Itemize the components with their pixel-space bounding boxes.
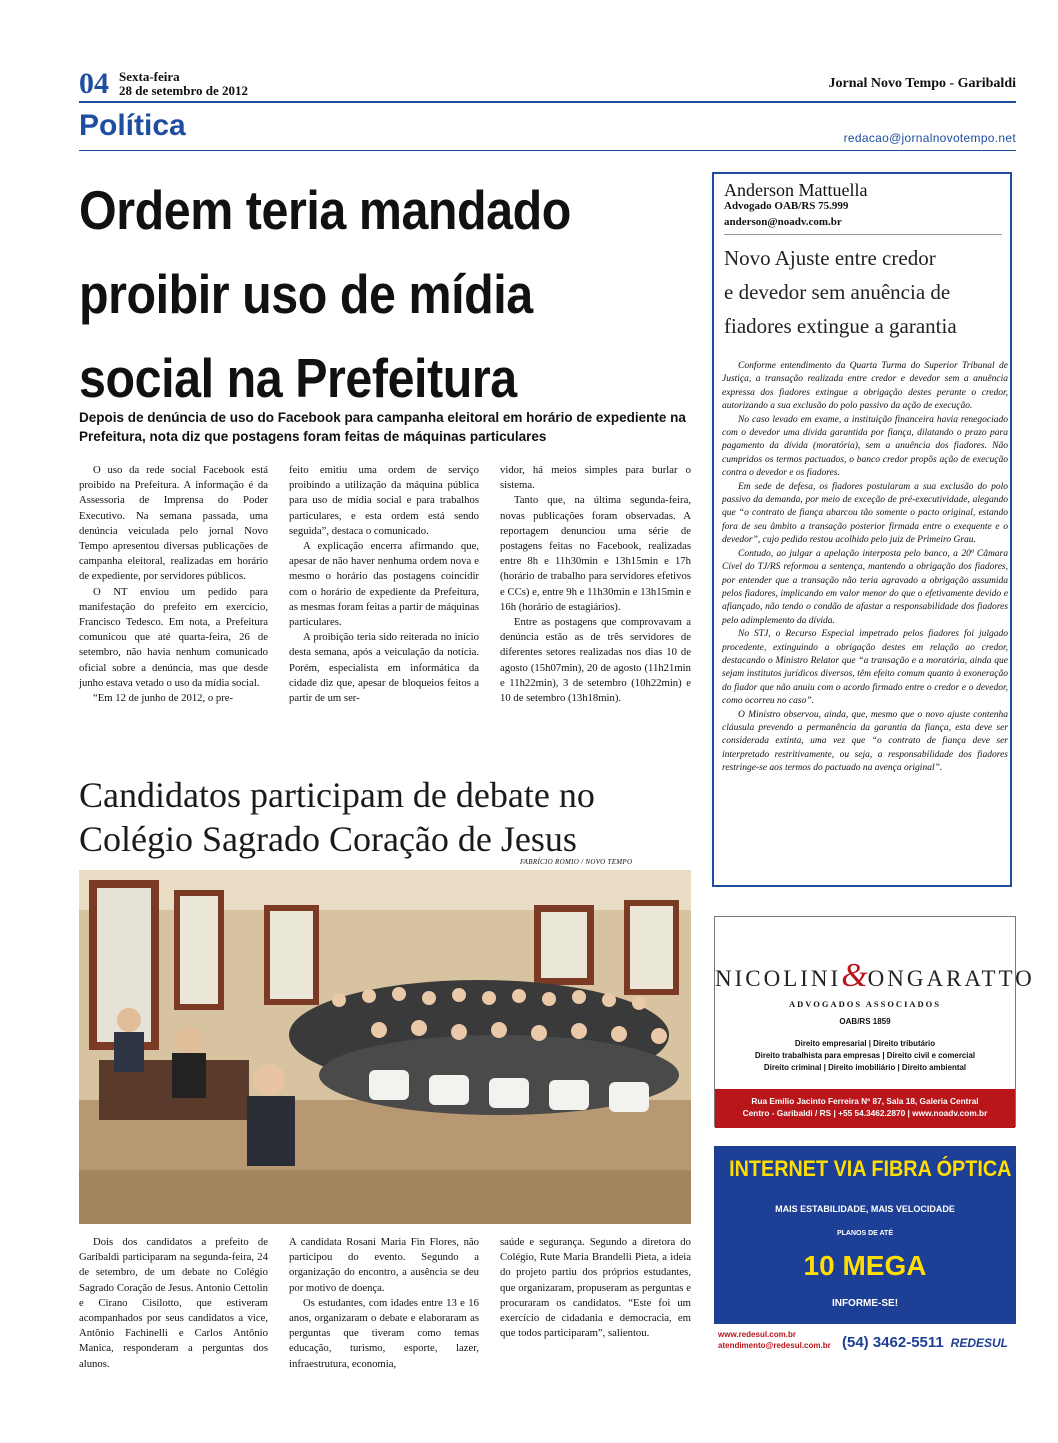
- paragraph: No caso levado em exame, a instituição financeira havia renegociado com o devedor uma dívida garantida por fiança, dilatando o prazo para pagamento da dívida (moratória), sem a anuência dos fiadores. Não cumpridos os termos pactuados, o banco credor propôs ação de execução contra o devedor e os fiadores.: [722, 414, 1008, 479]
- paragraph: vidor, há meios simples para burlar o sistema.: [500, 464, 691, 492]
- paragraph: Dois dos candidatos a prefeito de Garibaldi participaram na segunda-feira, 24 de setembro, de um debate no Colégio Sagrado Coração de Jesus. Antonio Cettolin e Cirano Cisilotto, que estiveram acompanhados por seus candidatos a vice, Antônio Fachinelli e Carlos Antônio Manica, responderam a perguntas dos alunos.: [79, 1236, 268, 1370]
- column-title: [724, 241, 1009, 343]
- headline-line: proibir uso de mídia: [79, 263, 533, 325]
- paragraph: O NT enviou um pedido para manifestação do prefeito em exercício, Francisco Tedesco. Em nota, a Prefeitura comunicou que até quarta-feira, 26 de setembro, não havia nenhum comunicado oficial sobre a denúncia, mas que desde junho estava vetado o uso da mídia social.: [79, 585, 268, 689]
- paragraph: No STJ, o Recurso Especial impetrado pelos fiadores foi julgado procedente, extinguindo a obrigação destes em relação ao credor, destacando o Ministro Relator que “a transação e a moratória, ainda que sejam institutos jurídicos diversos, têm efeito comum quanto à exoneração do fiador que não anuiu com o acordo firmado entre o credor e o devedor, como ocorreu no caso”.: [722, 629, 1008, 707]
- column-body: [722, 360, 1008, 776]
- law-firm-registration: OAB/RS 1859: [839, 1017, 891, 1026]
- law-firm-subtitle: ADVOGADOS ASSOCIADOS: [788, 999, 941, 1009]
- second-story-column-2: [289, 1235, 479, 1372]
- law-firm-services: [727, 1037, 1003, 1073]
- paragraph: “Em 12 de junho de 2012, o pre-: [93, 692, 234, 705]
- debate-photo: [79, 870, 691, 1224]
- paragraph: Conforme entendimento da Quarta Turma do Superior Tribunal de Justiça, a transação realizada entre credor e devedor sem a anuência expressa dos fiadores extingue a obrigação destes perante o credor, autorizando a sua exclusão do polo passivo da ação de execução.: [722, 361, 1008, 412]
- paragraph: Tanto que, na última segunda-feira, novas publicações foram observadas. A reportagem denunciou uma série de postagens feitas no Facebook, realizadas entre 8h e 11h30min e 13h15min e 17h (horário de trabalho para servidores efetivos e CCs) e, entre 9h e 11h30min e 13h15min e 16h (horário de estagiários).: [500, 494, 691, 613]
- second-story-column-3: [500, 1235, 691, 1341]
- headline-line: Ordem teria mandado: [79, 179, 571, 241]
- main-story-column-2: [289, 463, 479, 706]
- isp-tagline: MAIS ESTABILIDADE, MAIS VELOCIDADE: [775, 1204, 955, 1214]
- main-headline: [79, 168, 699, 420]
- services-line: Direito criminal | Direito imobiliário | Direito ambiental: [763, 1062, 967, 1072]
- issue-date: 28 de setembro de 2012: [119, 83, 249, 98]
- logo-name-left: NICOLINI: [715, 966, 842, 991]
- logo-ampersand: &: [841, 957, 868, 994]
- services-line: Direito empresarial | Direito tributário: [794, 1038, 936, 1048]
- logo-name-right: ONGARATTO: [867, 966, 1035, 991]
- paragraph: saúde e segurança. Segundo a diretora do Colégio, Rute Maria Brandelli Pieta, a ideia do projeto partiu dos próprios estudantes, que organizaram, propuseram as perguntas e procuraram os candidatos. “Este foi um exercício de cidadania e democracia, em que todos participaram”, salientou.: [500, 1236, 691, 1340]
- column-author: Anderson Mattuella: [724, 180, 868, 200]
- isp-plans-label: PLANOS DE ATÉ: [836, 1230, 893, 1237]
- header-rule: [79, 101, 1016, 103]
- paragraph: O Ministro observou, ainda, que, mesmo que o novo ajuste contenha cláusula prevendo a permanência da garantia da fiança, esta deve ser considerada extinta, uma vez que “o contrato de fiança deve ser interpretado restritivamente, ou seja, a responsabilidade dos fiadores restringe-se aos termos do pactuado na avença original”.: [722, 709, 1008, 774]
- photo-credit: FABRÍCIO ROMIO / NOVO TEMPO: [520, 858, 633, 866]
- paragraph: Entre as postagens que comprovavam a denúncia estão as de três servidores de diferentes setores realizadas nos dias 10 de agosto (15h07min), 20 de agosto (11h21min e 11h22min), 3 de setembro (10h22min) e 10 de setembro (13h18min).: [500, 616, 691, 705]
- isp-site[interactable]: www.redesul.com.br: [718, 1330, 796, 1339]
- law-firm-ad[interactable]: [714, 916, 1035, 1127]
- services-line: Direito trabalhista para empresas | Direito civil e comercial: [754, 1050, 976, 1060]
- address-line: Centro - Garibaldi / RS | +55 54.3462.2870 | www.noadv.com.br: [742, 1108, 988, 1118]
- weekday: Sexta-feira: [119, 69, 180, 84]
- isp-email[interactable]: atendimento@redesul.com.br: [718, 1341, 831, 1350]
- isp-links: [718, 1329, 831, 1351]
- main-story-column-1: [79, 463, 268, 706]
- isp-phone: (54) 3462-5511: [842, 1334, 944, 1351]
- headline-line: social na Prefeitura: [79, 347, 517, 409]
- column-divider: [724, 234, 1002, 235]
- newspaper-name: Jornal Novo Tempo - Garibaldi: [828, 76, 1016, 91]
- paragraph: A candidata Rosani Maria Fin Flores, não participou do evento. Segundo a organização do encontro, a ausência se deu por motivo de doença.: [289, 1236, 479, 1294]
- title-line: fiadores extingue a garantia: [724, 314, 957, 338]
- paragraph: Contudo, ao julgar a apelação interposta pelo banco, a 20ª Câmara Cível do TJ/RS reformou a sentença, mantendo a obrigação dos fiadores, por entender que a transação não teria agravado a obrigação assumida pelos fiadores, implicando em valor menor do que o efetivamente devido e afiançado, não tendo o condão de afastar a responsabilidade dos fiadores pelo adimplemento da dívida.: [722, 548, 1008, 626]
- paragraph: A explicação encerra afirmando que, apesar de não haver nenhuma ordem nova e mesmo o horário das postagens coincidir com o horário de expediente da Prefeitura, as mesmas foram feitas a partir de máquinas particulares.: [289, 540, 479, 629]
- law-firm-address-bar: [715, 1089, 1015, 1128]
- section-rule: [79, 150, 1016, 151]
- isp-headline: INTERNET VIA FIBRA ÓPTICA: [729, 1156, 1012, 1181]
- main-story-column-3: [500, 463, 691, 706]
- law-firm-logo: [715, 957, 1035, 995]
- second-story-column-1: [79, 1235, 268, 1372]
- column-author-oab: Advogado OAB/RS 75.999: [724, 200, 849, 212]
- headline-line: Colégio Sagrado Coração de Jesus: [79, 819, 577, 859]
- paragraph: A proibição teria sido reiterada no início desta semana, após a veiculação da notícia. Porém, especialista em informática da cidade diz que, apesar de bloqueios feitos a partir de um ser-: [289, 631, 479, 705]
- column-author-email[interactable]: anderson@noadv.com.br: [724, 216, 842, 228]
- second-headline: [79, 773, 699, 861]
- isp-contact-bar: [714, 1324, 1016, 1366]
- address-line: Rua Emílio Jacinto Ferreira Nº 87, Sala 18, Galeria Central: [751, 1096, 979, 1106]
- section-title: Política: [79, 109, 186, 142]
- page-number: 04: [79, 67, 109, 100]
- main-subhead: Depois de denúncia de uso do Facebook para campanha eleitoral em horário de expediente na Prefeitura, nota diz que postagens foram feitas de máquinas particulares: [79, 410, 686, 444]
- isp-brand-logo: REDESUL: [950, 1336, 1008, 1350]
- isp-cta: INFORME-SE!: [831, 1298, 899, 1309]
- title-line: e devedor sem anuência de: [724, 280, 951, 304]
- paragraph: O uso da rede social Facebook está proibido na Prefeitura. A informação é da Assessoria de Imprensa do Poder Executivo. Na semana passada, uma denúncia veiculada pelo jornal Novo Tempo apresentou diversas publicações de campanha eleitoral, realizadas em horário de expediente, por servidores públicos.: [79, 464, 268, 583]
- title-line: Novo Ajuste entre credor: [724, 246, 936, 270]
- isp-ad[interactable]: [714, 1146, 1016, 1366]
- paragraph: feito emitiu uma ordem de serviço proibindo a utilização da máquina pública para uso de mídia social e para trabalhos particulares, e esta ordem está sendo seguida”, destaca o comunicado.: [289, 464, 479, 537]
- paragraph: Em sede de defesa, os fiadores postularam a sua exclusão do polo passivo da demanda, por meio de exceção de pré-executividade, alegando que “o contrato de fiança abarcou tão somente o pacto original, estando fora de seu âmbito a transação posterior firmada entre o exequente e o devedor”, cujo pedido restou acolhido pelo juiz de Primeiro Grau.: [722, 481, 1008, 546]
- headline-line: Candidatos participam de debate no: [79, 775, 595, 815]
- newsroom-email[interactable]: redacao@jornalnovotempo.net: [843, 131, 1016, 145]
- isp-speed: 10 MEGA: [803, 1250, 927, 1281]
- paragraph: Os estudantes, com idades entre 13 e 16 anos, organizaram o debate e elaboraram as perguntas que tiveram como temas educação, turismo, esporte, lazer, infraestrutura, economia,: [289, 1296, 479, 1370]
